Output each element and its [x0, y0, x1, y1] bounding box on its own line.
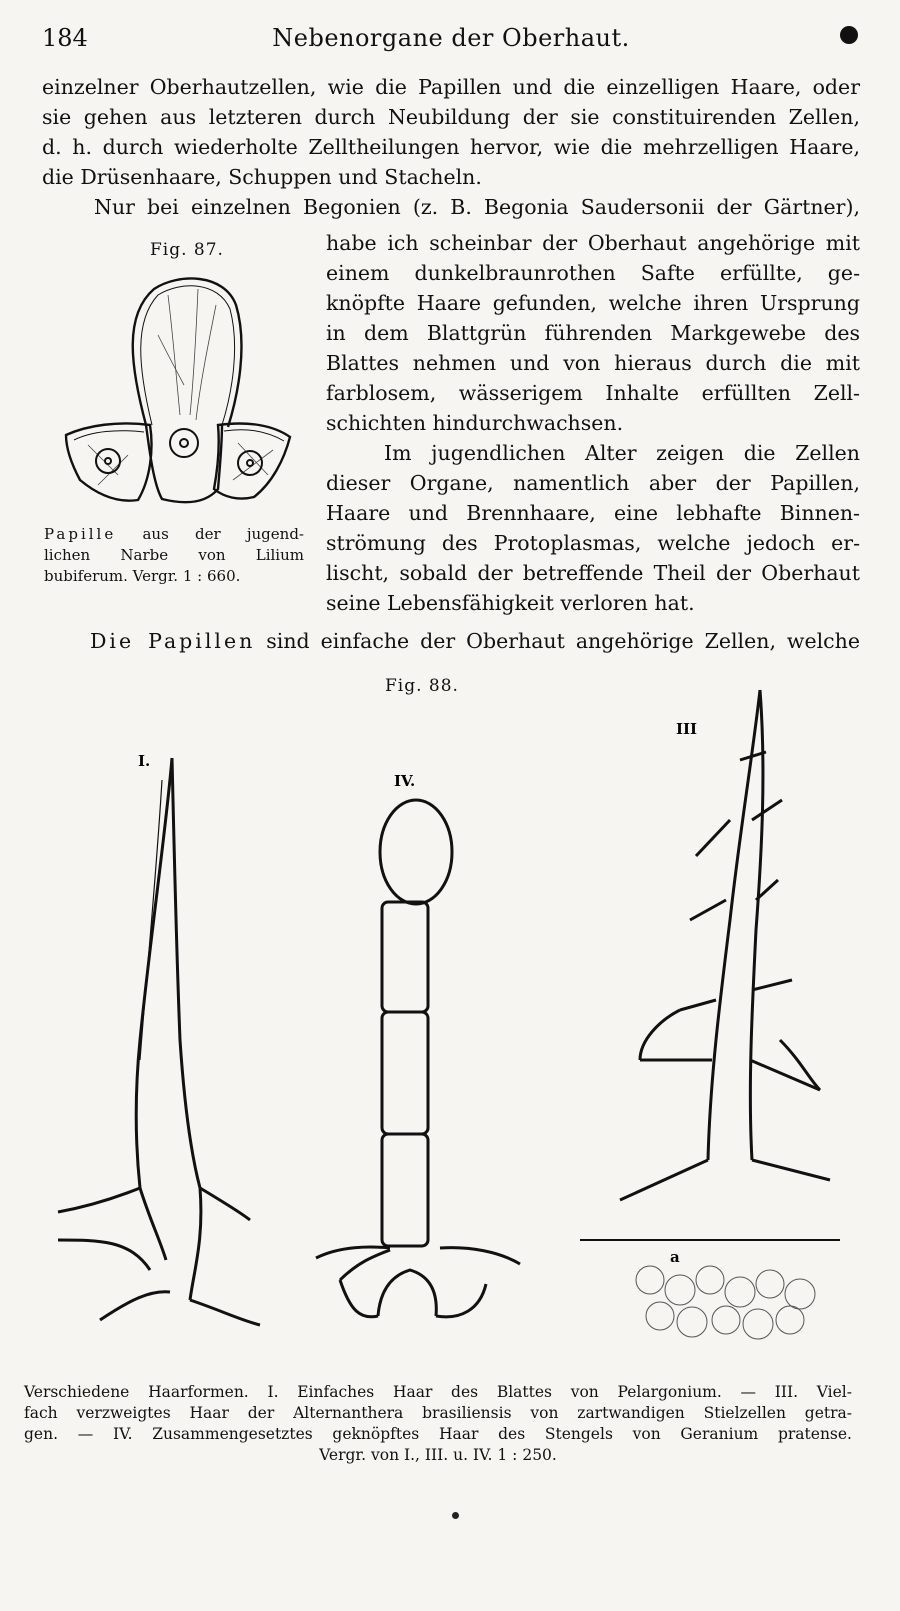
- caption-line: gen. — IV. Zusammengesetztes geknöpftes Haar des Stengels von Geranium pratense.: [24, 1425, 852, 1443]
- text-line: farblosem, wässerigem Inhalte erfüllten Zell-: [326, 381, 860, 405]
- marker-three: III: [676, 720, 698, 738]
- text-line: seine Lebensfähigkeit verloren hat.: [326, 591, 695, 615]
- hair-three: [620, 690, 830, 1200]
- fig87-papilla-drawing: [58, 275, 296, 520]
- paragraph-papillen: [90, 626, 860, 656]
- text-line: d. h. durch wiederholte Zelltheilungen hervor, wie die mehrzelligen Haare,: [42, 135, 860, 159]
- spaced-term: Die Papillen: [90, 629, 256, 653]
- fig87-caption: [44, 524, 304, 587]
- caption-line: bubiferum. Vergr. 1 : 660.: [44, 567, 241, 585]
- page-number: 184: [42, 24, 88, 52]
- text-line: die Drüsenhaare, Schuppen und Stacheln.: [42, 165, 482, 189]
- text-line: strömung des Protoplasmas, welche jedoch er-: [326, 531, 860, 555]
- text-line: Haare und Brennhaare, eine lebhafte Binnen-: [326, 501, 860, 525]
- text-line: habe ich scheinbar der Oberhaut angehörige mit: [326, 231, 860, 255]
- caption-line: [44, 524, 304, 545]
- running-head: Nebenorgane der Oberhaut.: [272, 24, 630, 52]
- fig87-label: Fig. 87.: [150, 240, 224, 260]
- fig88-label: Fig. 88.: [385, 676, 459, 696]
- text-line: Blattes nehmen und von hieraus durch die mit: [326, 351, 860, 375]
- marker-a: a: [670, 1248, 680, 1266]
- marker-one: I.: [138, 752, 151, 770]
- caption-spaced-word: Papille: [44, 525, 117, 543]
- fig88-caption: [24, 1382, 852, 1466]
- text-line: schichten hindurchwachsen.: [326, 411, 624, 435]
- text-line: lischt, sobald der betreffende Theil der Oberhaut: [326, 561, 860, 585]
- paragraph-top: [42, 72, 860, 222]
- text-line: sie gehen aus letzteren durch Neubildung der sie constituirenden Zellen,: [42, 105, 860, 129]
- caption-line: Verschiedene Haarformen. I. Einfaches Haar des Blattes von Pelargonium. — III. Viel-: [24, 1383, 852, 1401]
- caption-line: fach verzweigtes Haar der Alternanthera brasiliensis von zartwandigen Stielzellen getra-: [24, 1404, 852, 1422]
- text-line: knöpfte Haare gefunden, welche ihren Ursprung: [326, 291, 860, 315]
- text-line: dieser Organe, namentlich aber der Papillen,: [326, 471, 860, 495]
- caption-line: lichen Narbe von Lilium: [44, 546, 304, 564]
- fig88-hair-drawing: [40, 680, 860, 1370]
- caption-line: Vergr. von I., III. u. IV. 1 : 250.: [319, 1446, 557, 1464]
- text-line: sind einfache der Oberhaut angehörige Zellen, welche: [255, 629, 860, 653]
- text-line: einem dunkelbraunrothen Safte erfüllte, ge-: [326, 261, 860, 285]
- marker-four: IV.: [394, 772, 416, 790]
- text-line: in dem Blattgrün führenden Markgewebe des: [326, 321, 860, 345]
- ink-dot: [452, 1512, 459, 1519]
- ink-blot: [840, 26, 858, 44]
- page-header: [42, 24, 860, 60]
- hair-four: [316, 800, 520, 1317]
- text-line: einzelner Oberhautzellen, wie die Papillen und die einzelligen Haare, oder: [42, 75, 860, 99]
- text-line: Im jugendlichen Alter zeigen die Zellen: [384, 441, 860, 465]
- paragraph-wrapped: [326, 228, 860, 618]
- caption-text: aus der jugend-: [116, 525, 304, 543]
- text-line: Nur bei einzelnen Begonien (z. B. Begonia Saudersonii der Gärtner),: [94, 195, 860, 219]
- hair-one: [58, 758, 260, 1325]
